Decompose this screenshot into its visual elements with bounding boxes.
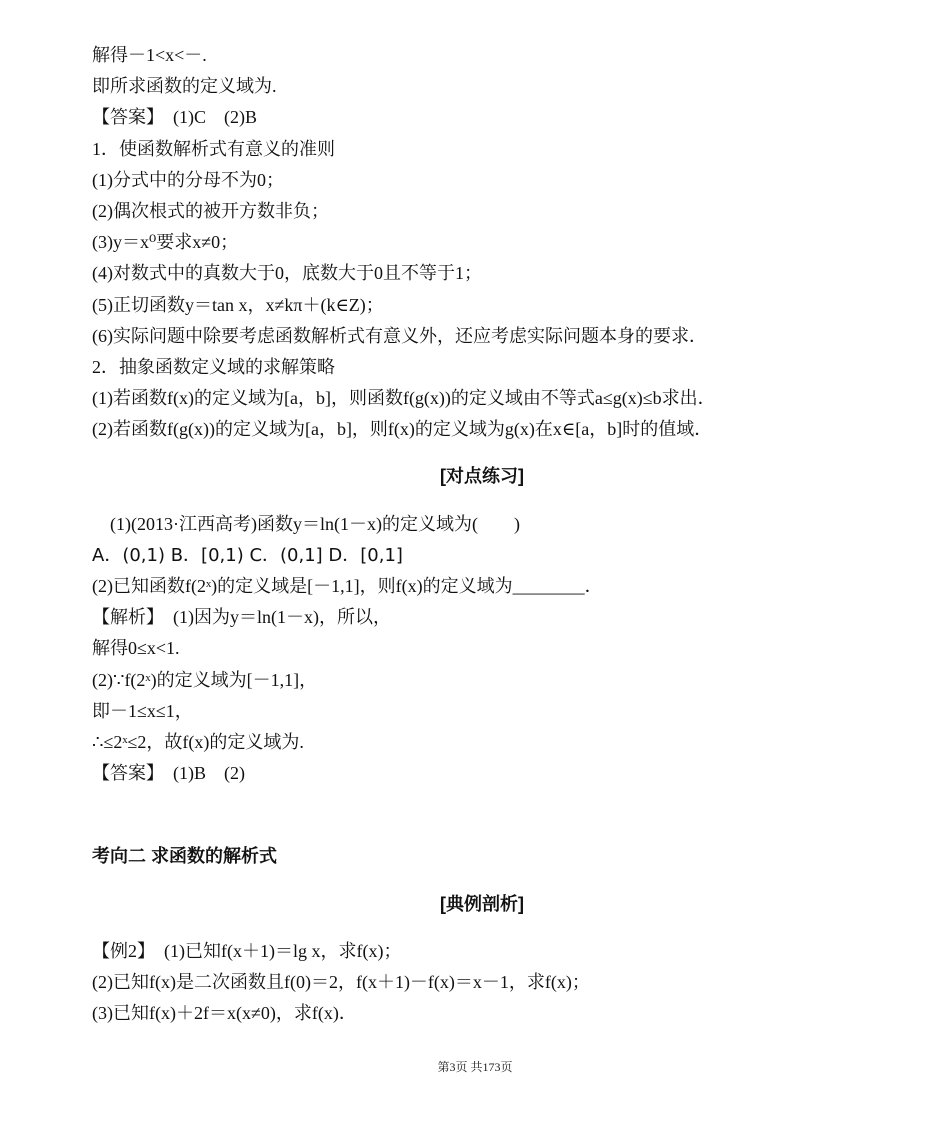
solution-line: 解得－1<x<－. (92, 45, 207, 65)
practice-heading: [对点练习] (440, 466, 524, 487)
solution-line: 即所求函数的定义域为. (92, 76, 277, 97)
analysis-line: ∴≤2ˣ≤2，故f(x)的定义域为. (92, 731, 304, 752)
analysis-line: 解得0≤x<1. (92, 638, 180, 659)
rule-item: (6)实际问题中除要考虑函数解析式有意义外，还应考虑实际问题本身的要求． (92, 325, 707, 346)
analysis-line: 【解析】 (1)因为y＝ln(1－x)，所以， (92, 607, 391, 628)
practice-question: (1)(2013·江西高考)函数y＝ln(1－x)的定义域为( ) (110, 513, 520, 534)
strategy-heading: 2．抽象函数定义域的求解策略 (92, 356, 335, 377)
strategy-item: (1)若函数f(x)的定义域为[a，b]，则函数f(g(x))的定义域由不等式a≤g(x)≤b求出． (92, 388, 716, 409)
analysis-line: (2)∵f(2ˣ)的定义域为[－1,1]， (92, 669, 318, 690)
practice-options: A．(0,1) B．[0,1) C．(0,1] D．[0,1] (92, 544, 403, 566)
analysis-line: 即－1≤x≤1， (92, 700, 193, 721)
rule-item: (5)正切函数y＝tan x，x≠kπ＋(k∈Z)； (92, 294, 384, 315)
document-page (92, 40, 872, 1029)
example-line: (2)已知f(x)是二次函数且f(0)＝2，f(x＋1)－f(x)＝x－1，求f(x)； (92, 971, 590, 992)
rule-item: (2)偶次根式的被开方数非负； (92, 200, 329, 221)
answer-line: 【答案】 (1)C (2)B (92, 107, 257, 128)
answer-line: 【答案】 (1)B (2) (92, 763, 245, 784)
rule-item: (1)分式中的分母不为0； (92, 169, 284, 190)
example-heading: [典例剖析] (440, 893, 524, 914)
page-footer: 第3页 共173页 (437, 1060, 513, 1074)
section-heading: 考向二 求函数的解析式 (92, 846, 277, 867)
practice-question: (2)已知函数f(2ˣ)的定义域是[－1,1]，则f(x)的定义域为________． (92, 576, 603, 596)
rule-item: (4)对数式中的真数大于0，底数大于0且不等于1； (92, 263, 482, 284)
rule-heading: 1．使函数解析式有意义的准则 (92, 138, 335, 159)
example-line: 【例2】 (1)已知f(x＋1)＝lg x，求f(x)； (92, 940, 402, 961)
rule-item: (3)y＝x⁰要求x≠0； (92, 232, 239, 253)
strategy-item: (2)若函数f(g(x))的定义域为[a，b]，则f(x)的定义域为g(x)在x∈[a，b]时的值域． (92, 419, 713, 440)
example-line: (3)已知f(x)＋2f＝x(x≠0)，求f(x)． (92, 1003, 357, 1024)
